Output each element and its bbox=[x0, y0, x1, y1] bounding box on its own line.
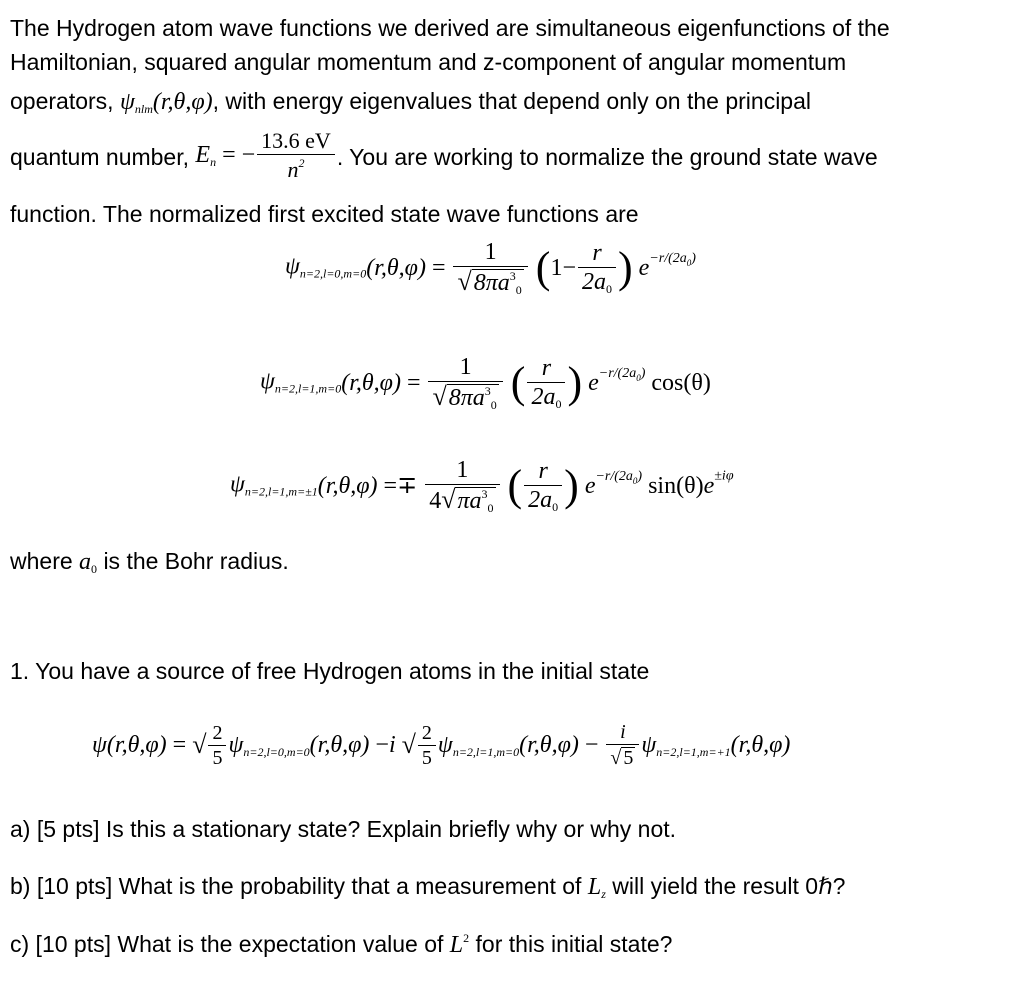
intro-line-4: quantum number, $E_n$ = − $\frac{13.6 eV}{n^2}$ . You are working to normalize the ground state wave bbox=[10, 128, 878, 182]
question-intro: 1. You have a source of free Hydrogen atoms in the initial state bbox=[10, 658, 650, 684]
psi-nlm: $\psi_{nlm}$ bbox=[119, 89, 153, 116]
question-part-c: c) [10 pts] What is the expectation value of $L^2$ for this initial state? bbox=[10, 931, 673, 958]
wavefunction-eq-2: $\psi_{n=2,l=1,m=0}(r,\theta,\varphi)$ = $\frac{1}{√8\pi a^3_0}$ ( $\frac{r}{2a_0}$ ) $e^{-r/(2a_0)}$ cos(θ) bbox=[260, 354, 711, 412]
initial-state-eq: ψ(r,θ,φ) = √ $\frac{2}{5}$ $\psi_{n=2,l=0,m=0}(r,\theta,\varphi) -i$ √ $\frac{2}{5}$ $\psi_{n=2,l=1,m=0}(r,\theta,\varphi)$ − $\frac{i}{√ 5}$ $\psi_{n=2,l=1,m=+1}(r,\theta,\varphi)$ bbox=[92, 721, 791, 769]
question-part-a: a) [5 pts] Is this a stationary state? Explain briefly why or why not. bbox=[10, 816, 677, 842]
intro-line-2: Hamiltonian, squared angular momentum and z-component of angular momentum bbox=[10, 49, 847, 75]
bohr-radius-line: where $a_0$ is the Bohr radius. bbox=[10, 548, 289, 576]
intro-line-5: function. The normalized first excited state wave functions are bbox=[10, 201, 639, 227]
question-part-b: b) [10 pts] What is the probability that a measurement of $L_z$ will yield the result 0ℏ? bbox=[10, 873, 846, 901]
intro-line-3: operators, $\psi_{nlm}(r,\theta,\varphi)$, with energy eigenvalues that depend only on the principal bbox=[10, 88, 811, 116]
energy-fraction: $\frac{13.6 eV}{n^2}$ bbox=[257, 130, 335, 181]
wavefunction-eq-3: $\psi_{n=2,l=1,m=\pm 1}(r,\theta,\varphi)$ =∓ $\frac{1}{4√\pi a^3_0}$ ( $\frac{r}{2a_0}$ ) $e^{-r/(2a_0)}$ $\sin(\theta)e^{\pm i\varphi}$ bbox=[230, 457, 734, 515]
intro-line-1: The Hydrogen atom wave functions we derived are simultaneous eigenfunctions of the bbox=[10, 15, 890, 41]
energy-En: $E_n$ = − bbox=[195, 142, 256, 169]
wavefunction-eq-1: $\psi_{n=2,l=0,m=0}(r,\theta,\varphi)$ = $\frac{1}{√8\pi a^3_0}$ (1− $\frac{r}{2a_0}$ ) $e^{-r/(2a_0)}$ bbox=[285, 239, 696, 297]
